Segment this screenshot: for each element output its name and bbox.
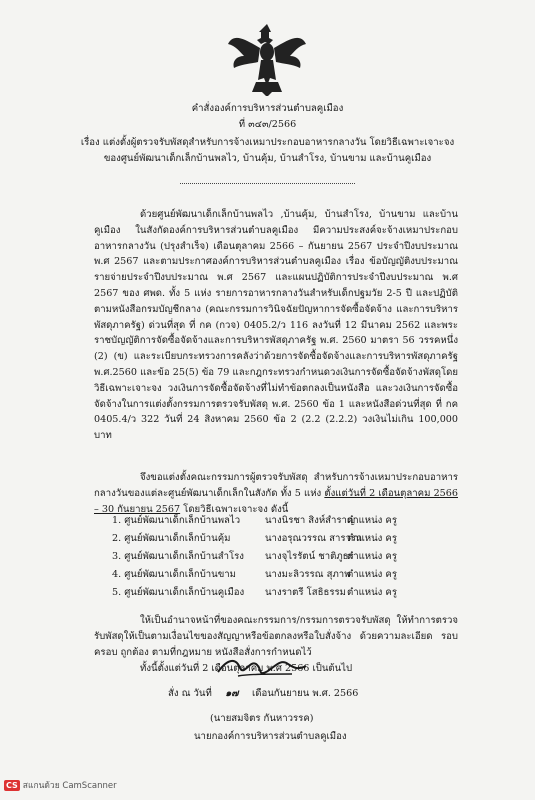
order-date-suffix: เดือนกันยายน พ.ศ. 2566 [251, 688, 359, 699]
center-name: 3. ศูนย์พัฒนาเด็กเล็กบ้านสำโรง [112, 551, 244, 562]
member-position: ตำแหน่ง ครู [347, 569, 397, 580]
member-name: นางราตรี โสธิธรรม [265, 587, 346, 598]
member-name: นางจุไรรัตน์ ชาติภูธร [265, 551, 354, 562]
member-position: ตำแหน่ง ครู [347, 515, 397, 526]
subject-line-2: ของศูนย์พัฒนาเด็กเล็กบ้านพลไว, บ้านคุ้ม, บ้านสำโรง, บ้านขาม และบ้านคูเมือง [103, 153, 432, 164]
center-name: 4. ศูนย์พัฒนาเด็กเล็กบ้านขาม [112, 569, 236, 580]
member-name: นางอรุณวรรณ สารารถ [265, 533, 362, 544]
effective-date-line: ทั้งนี้ตั้งแต่วันที่ 2 เดือนตุลาคม พ.ศ 2566 เป็นต้นไป [140, 663, 353, 674]
divider [180, 183, 355, 184]
order-date-day: ๑๗ [225, 688, 239, 699]
member-name: นางนิรชา สิงห์สำราญ [265, 515, 356, 526]
signatory-name: (นายสมจิตร กันหาวรรค) [210, 713, 314, 724]
order-date-line [168, 688, 358, 700]
member-position: ตำแหน่ง ครู [347, 533, 397, 544]
order-heading: คำสั่งองค์การบริหารส่วนตำบลคูเมือง [191, 103, 344, 114]
center-name: 2. ศูนย์พัฒนาเด็กเล็กบ้านคุ้ม [112, 533, 231, 544]
center-name: 1. ศูนย์พัฒนาเด็กเล็กบ้านพลไว [112, 515, 241, 526]
paragraph-appointment-text: จึงขอแต่งตั้งคณะกรรมการผู้ตรวจรับพัสดุ สำหรับการจ้างเหมาประกอบอาหารกลางวันของแต่ละศูนย์พัฒนาเด็กเล็กในสังกัด ทั้ง 5 แห่ง [94, 472, 458, 499]
signatory-position: นายกองค์การบริหารส่วนตำบลคูเมือง [194, 731, 347, 742]
scanner-text: สแกนด้วย CamScanner [22, 781, 117, 791]
subject-line-1: เรื่อง แต่งตั้งผู้ตรวจรับพัสดุสำหรับการจ้างเหมาประกอบอาหารกลางวัน โดยวิธีเฉพาะเจาะจง [80, 137, 455, 148]
center-name: 5. ศูนย์พัฒนาเด็กเล็กบ้านคูเมือง [112, 587, 245, 598]
paragraph-duties: ให้เป็นอำนาจหน้าที่ของคณะกรรมการ/กรรมการตรวจรับพัสดุ ให้ทำการตรวจรับพัสดุให้เป็นตามเงื่อนไขของสัญญาหรือข้อตกลงหรือใบสั่งจ้าง ด้วยความละเอียด รอบครอบ ถูกต้อง ตามที่กฎหมาย หนังสือสั่งการกำหนดไว้ [94, 615, 458, 658]
order-date-prefix: สั่ง ณ วันที่ [168, 688, 212, 699]
order-number: ที่ ๓๔๓/2566 [238, 119, 297, 130]
scanner-watermark [4, 778, 117, 792]
member-name: นางมะลิวรรณ สุภาพ [265, 569, 351, 580]
handwritten-signature [210, 650, 310, 682]
member-position: ตำแหน่ง ครู [347, 551, 397, 562]
member-position: ตำแหน่ง ครู [347, 587, 397, 598]
camscanner-logo-icon: CS [6, 781, 18, 790]
paragraph-background: ด้วยศูนย์พัฒนาเด็กเล็กบ้านพลไว ,บ้านคุ้ม, บ้านสำโรง, บ้านขาม และบ้านคูเมือง ในสังกัดองค์การบริหารส่วนตำบลคูเมือง มีความประสงค์จะจ้างเหมาประกอบอาหารกลางวัน (ปรุงสำเร็จ) เดือนตุลาคม 2566 – กันยายน 2567 ประจำปีงบประมาณ พ.ศ 2567 และตามประกาศองค์การบริหารส่วนตำบลคูเมือง เรื่อง ข้อบัญญัติงบประมาณรายจ่ายประจำปีงบประมาณ พ.ศ 2567 และแผนปฏิบัติการประจำปีงบประมาณ พ.ศ 2567 ของ ศพด. ทั้ง 5 แห่ง รายการอาหารกลางวันสำหรับเด็กปฐมวัย 2-5 ปี และปฏิบัติตามหนังสือกรมบัญชีกลาง (คณะกรรมการวินิจฉัยปัญหาการจัดซื้อจัดจ้าง และการบริหารพัสดุภาครัฐ) ด่วนที่สุด ที่ กค (กวจ) 0405.2/ว 116 ลงวันที่ 12 มีนาคม 2562 และพระราชบัญญัติการจัดซื้อจัดจ้างและการบริหารพัสดุภาครัฐ พ.ศ. 2560 มาตรา 56 วรรคหนึ่ง (2) (ข) และระเบียบกระทรวงการคลังว่าด้วยการจัดซื้อจัดจ้างและการบริหารพัสดุภาครัฐ พ.ศ.2560 และข้อ 25(5) ข้อ 79 และกฎกระทรวงกำหนดวงเงินการจัดซื้อจัดจ้างพัสดุโดยวิธีเฉพาะเจาะจง วงเงินการจัดซื้อจัดจ้างที่ไม่ทำข้อตกลงเป็นหนังสือ และวงเงินการจัดซื้อจัดจ้างในการแต่งตั้งกรรมการตรวจรับพัสดุ พ.ศ. 2560 ข้อ 1 และหนังสือด่วนที่สุด ที่ กค 0405.4/ว 322 วันที่ 24 สิงหาคม 2560 ข้อ 2 (2.2 (2.2.2) วงเงินไม่เกิน 100,000 บาท [94, 209, 458, 442]
paragraph-appointment [94, 470, 458, 517]
paragraph-appointment-tail: โดยวิธีเฉพาะเจาะจง ดังนี้ [180, 503, 289, 515]
appointment-period: ตั้งแต่วันที่ 2 เดือนตุลาคม 2566 – 30 กันยายน 2567 [94, 487, 458, 515]
garuda-emblem [226, 22, 308, 96]
